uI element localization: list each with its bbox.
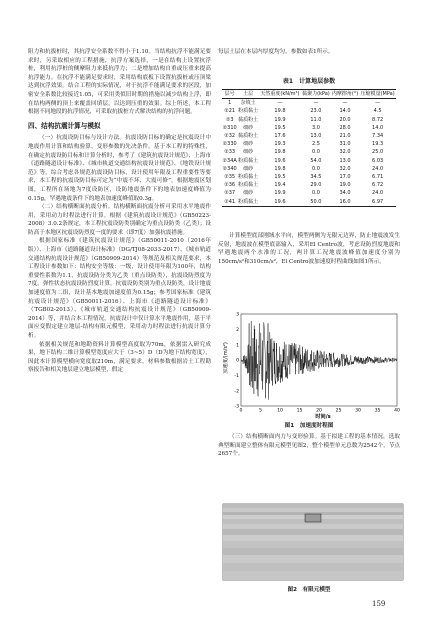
table-cell: 2.5 (311, 141, 320, 148)
finite-element-mesh-figure (221, 502, 405, 582)
table-cell: 13.0 (339, 157, 351, 164)
table-cell: 粉质黏土 (238, 174, 259, 181)
figure1-xtick-label: 15 (296, 408, 303, 414)
table-cell: ②340 (222, 165, 237, 172)
figure1-xtick-label: 0 (239, 408, 243, 414)
table-cell: 细砂 (243, 149, 254, 156)
table-cell: 19.5 (274, 174, 286, 181)
table-row (222, 107, 396, 115)
acceleration-time-history-figure (223, 310, 401, 420)
table-cell: ②3 (225, 116, 234, 123)
table-cell: 54.0 (310, 157, 322, 164)
table-cell: ②32 (224, 133, 236, 140)
table-cell: 细砂 (243, 165, 254, 172)
table-cell: 13.0 (310, 133, 322, 140)
table-header-row (222, 90, 396, 99)
figure1-xtick-label: 25 (335, 408, 342, 414)
table-cell: 17.6 (274, 133, 286, 140)
table-row (222, 140, 396, 148)
figure1-ytick-label: 0 (236, 358, 239, 364)
table-cell: 19.9 (274, 190, 286, 197)
table-cell: 16.0 (331, 198, 359, 207)
table-cell: 32.0 (339, 149, 351, 156)
table-cell: 20.0 (339, 116, 351, 123)
table-cell: 34.0 (339, 190, 351, 197)
table-cell: 19.8 (274, 165, 286, 172)
figure1-xlabel: 时间/s (315, 414, 331, 420)
table-cell: 粉质黏土 (238, 198, 259, 205)
table-cell: 粉质黏土 (238, 157, 259, 164)
table-cell: — (277, 100, 283, 107)
table-header-cell: 天然重度(kN/m³) (260, 91, 300, 97)
table-cell: 7.34 (372, 133, 384, 140)
table-cell: ②36 (224, 182, 236, 189)
table-row (222, 198, 396, 207)
table-cell: 19.6 (259, 198, 301, 207)
table-cell: 11.0 (310, 116, 322, 123)
paragraph-design-params: 根据国家标准《建筑抗震设计规范》（GB50011-2010（2016年版））、上海市《道路隧道设计标准》（DG/TJ08-2033-2017）、《城市轨道交通结构抗震设计规范》（GB50909-2014）等规范及相关规范要求，本工程设计参数如下：结构安全等级：一级，设计使用年限为100年，结构重要性系数为1.1，抗震设防分类为乙类（重点设防类），抗震设防烈度为7度，弹性状态抗震设防烈度计算，抗震设防类别为重点设防类，设计地震加速度值为二组，设计基本地震加速度值为0.15g；参考国家标准《建筑抗震设计规范》（GB50011-2016）、上海市《道路隧道设计标准》（TGB02-2013）、《城市轨道交通结构抗震设计规范》（GB50909-2014）等，并结合本工程情况，抗震设计中仅计算水平地震作用，基于平面应变假定建立地层-结构有限元模型，采用动力时程法进行抗震计算分析。 (28, 238, 211, 339)
table-row (222, 173, 396, 181)
mesh-grid (223, 504, 403, 580)
table-cell: 6.97 (359, 198, 396, 207)
table-row (222, 116, 396, 124)
figure1-xtick-label: 40 (394, 408, 400, 414)
table-row (222, 124, 396, 132)
table-cell: 6.72 (372, 182, 384, 189)
paragraph-seismic-target: （一）抗震设防目标与设计方法。抗震设防目标的确定是抗震设计中地震作用计算和结构验算、变形参数的先决条件。基于本工程的特殊性，在确定抗震设防目标和计算分析时，参考了《建筑抗震设计规范》、上海市《道路隧道设计标准》、《城市轨道交通结构抗震设计规范》、《地铁设计规范》等。综合考虑各规范抗震设防目标，设计使用年限及工程重要性等要求，本工程的抗震设防目标可定为“中震不坏、大震可修”。根据地震区划图，工程所在场地为7度设防区，设防地震条件下的地表加速度峰值为0.15g，罕遇地震条件下的地表加速度峰值取0.3g。 (28, 135, 211, 202)
figure1-ylabel: 加速度/(m/s²) (223, 342, 229, 374)
figure1-xtick-label: 35 (374, 408, 381, 414)
table-cell: ②310 (222, 124, 237, 131)
figure1-xtick-label: 10 (277, 408, 283, 414)
table-row (222, 132, 396, 140)
table-row (222, 189, 396, 197)
table-cell: ②37 (224, 190, 236, 197)
table-cell: 细砂 (243, 190, 254, 197)
acceleration-trace (241, 321, 397, 400)
soil-parameter-table (222, 89, 396, 207)
table-cell: 19.8 (274, 149, 286, 156)
table-cell: ②35 (224, 174, 236, 181)
table-cell: 19.3 (274, 141, 286, 148)
table-cell: 25.0 (372, 149, 384, 156)
table-cell: 14.0 (372, 124, 384, 131)
paragraph-internal-force: （三）结构横断面内力与变形验算。基于拟建工程的基本情况，选取典型断面建立整体有限元模型见图2，整个模型单元总数为2542个，节点2657个。 (218, 434, 400, 458)
figure1-ytick-label: 2 (236, 327, 239, 333)
table-cell: ②21 (224, 108, 236, 115)
figure1-ytick-label: -1 (234, 373, 239, 379)
table-cell: ②33 (224, 149, 236, 156)
table-cell: 粉质黏土 (238, 182, 259, 189)
table-cell: 17.0 (339, 174, 351, 181)
table-header-cell: 内摩擦角(°) (331, 91, 359, 97)
table-cell: 29.0 (310, 182, 322, 189)
section-title: 四、结构抗震计算与模拟 (28, 121, 101, 130)
table-row (222, 148, 396, 156)
figure1-xtick-label: 5 (259, 408, 262, 414)
table-cell: 0.0 (311, 190, 320, 197)
table-cell: 34.5 (310, 174, 322, 181)
table-cell: — (375, 100, 381, 107)
table-cell: 0.0 (311, 165, 320, 172)
paragraph-wave-input: 计算模型底部刚域水平向，模型两侧为无限元边界，防止地震波发生反射，地震波在模型底部输入，采用El Centro波，考虑设防烈度地震和罕遇地震两个水准的工况，两计算工况地震波峰值加速度分别为150cm/s²和310cm/s²，El Centro波加速度时程曲线如图1所示。 (218, 233, 400, 265)
figure1-ytick-label: 1 (236, 343, 239, 349)
table-cell: 31.0 (339, 141, 351, 148)
table-cell: 24.0 (372, 190, 384, 197)
table-header-cell: 压缩模量(MPa) (360, 91, 395, 97)
table-cell: 细砂 (243, 141, 254, 148)
paragraph-cross-section: （二）结构横断面抗震分析。结构横断面抗震分析可采用水平地震作用，采用动力时程法进行计算。根据《建筑抗震设计规范》（GB50223-2008）3.0.2条规定，本工程抗震设防类别确定为重点设防类（乙类）；设防高于本地区抗震设防烈度一度的要求（即7度）加强抗震措施。 (28, 204, 211, 236)
table-cell: 14.0 (339, 108, 351, 115)
table-cell: 6.03 (372, 157, 384, 164)
table-cell: 1 (228, 100, 232, 107)
paragraph-model-size: 依据相关规范和地勘资料计算模型高度取为70m，依据雷入研究成果，地下结构二维计算模型宽度应大于（3~5）D（D为地下结构宽度），因此本计算模型横向宽度取210m，满足要求。材料参数根据岩土工程勘察报告和相关地层建立地层模型，假定 (28, 341, 211, 374)
table-cell: 黏质粉土 (238, 133, 259, 140)
right-column-wave-text (218, 232, 400, 266)
table-cell: 3.0 (311, 124, 320, 131)
figure2-caption: 图2 有限元模型 (287, 587, 331, 593)
table-cell: 19.8 (274, 108, 286, 115)
table-header-cell: 土层 (237, 90, 259, 99)
table-cell: ②34A (222, 157, 237, 164)
table-cell: 19.6 (274, 157, 286, 164)
table-cell: 19.9 (274, 116, 286, 123)
table-title: 表1 计算地层参数 (282, 78, 336, 85)
table-cell: 32.0 (339, 165, 351, 172)
table-header-cell: 层号 (222, 90, 237, 99)
figure1-ytick-label: -2 (234, 389, 239, 395)
table-cell: 杂填土 (240, 100, 256, 107)
left-column (28, 48, 211, 375)
figure1-xtick-label: 30 (355, 408, 361, 414)
table-cell: 50.0 (301, 198, 331, 207)
table-cell: 19.4 (274, 182, 286, 189)
table-cell: — (313, 100, 319, 107)
table-cell: 4.5 (373, 108, 382, 115)
tunnel-structure (305, 514, 321, 522)
table-cell: 19.3 (372, 141, 384, 148)
figure1-ytick-label: 3 (236, 312, 239, 318)
paragraph-layer-intro: 每层土层在本层内厚度均匀，参数如表1所示。 (218, 49, 334, 55)
table-cell: 24.0 (372, 165, 384, 172)
table-row (222, 165, 396, 173)
table-cell: 黏质粉土 (238, 116, 259, 123)
table-cell: — (342, 100, 348, 107)
table-cell: 8.72 (372, 116, 384, 123)
table-row (222, 99, 396, 108)
figure1-xtick-label: 20 (316, 408, 322, 414)
table-row (222, 181, 396, 189)
figure1-ytick-label: -3 (234, 404, 239, 410)
table-row (222, 157, 396, 165)
figure1-caption: 图1 加速度时程图 (284, 423, 334, 429)
table-body (222, 99, 396, 207)
table-cell: 23.0 (310, 108, 322, 115)
table-cell: ②330 (222, 141, 237, 148)
table-cell: 细砂 (243, 124, 254, 131)
table-cell: 19.5 (274, 124, 286, 131)
table-cell: 6.71 (372, 174, 384, 181)
table-cell: 粉质黏土 (238, 108, 259, 115)
table-cell: 21.0 (339, 133, 351, 140)
right-column-section3 (218, 433, 400, 459)
table-cell: 19.0 (339, 182, 351, 189)
table-cell: 28.0 (339, 124, 351, 131)
paragraph-anti-float: 阻力和抗拔桩时，其抗浮安全系数不得小于1.10。当结构抗浮不能满足要求时，另采取相应的工程措施，抗浮方案选择，一是在结构上设置抗浮桩，利用抗浮桩的侧摩阻力来抵抗浮力；二是增加结构自重或压重来提高抗浮能力。在抗浮不能满足要求时，采用结构底板下设置抗拔桩或压顶梁达到抗浮效果。结合工程的实际情况，对于抗浮不能满足要求的区段，加密安全系数比较接近1.05，可采用类似旧时期的措施以减少结构上浮，即在结构两侧的顶上来覆盖回填层，以达到压重的效果。综上所述，本工程根据不同地段的抗浮情况，可采取抗拔桩方式解决结构的抗浮问题。 (28, 49, 211, 116)
page-number: 159 (372, 600, 386, 608)
table-cell: 0.0 (311, 149, 320, 156)
table-header-cell: 黏聚力(kPa) (302, 91, 330, 97)
right-column-intro (218, 48, 400, 57)
table-cell: ②41 (222, 198, 237, 207)
